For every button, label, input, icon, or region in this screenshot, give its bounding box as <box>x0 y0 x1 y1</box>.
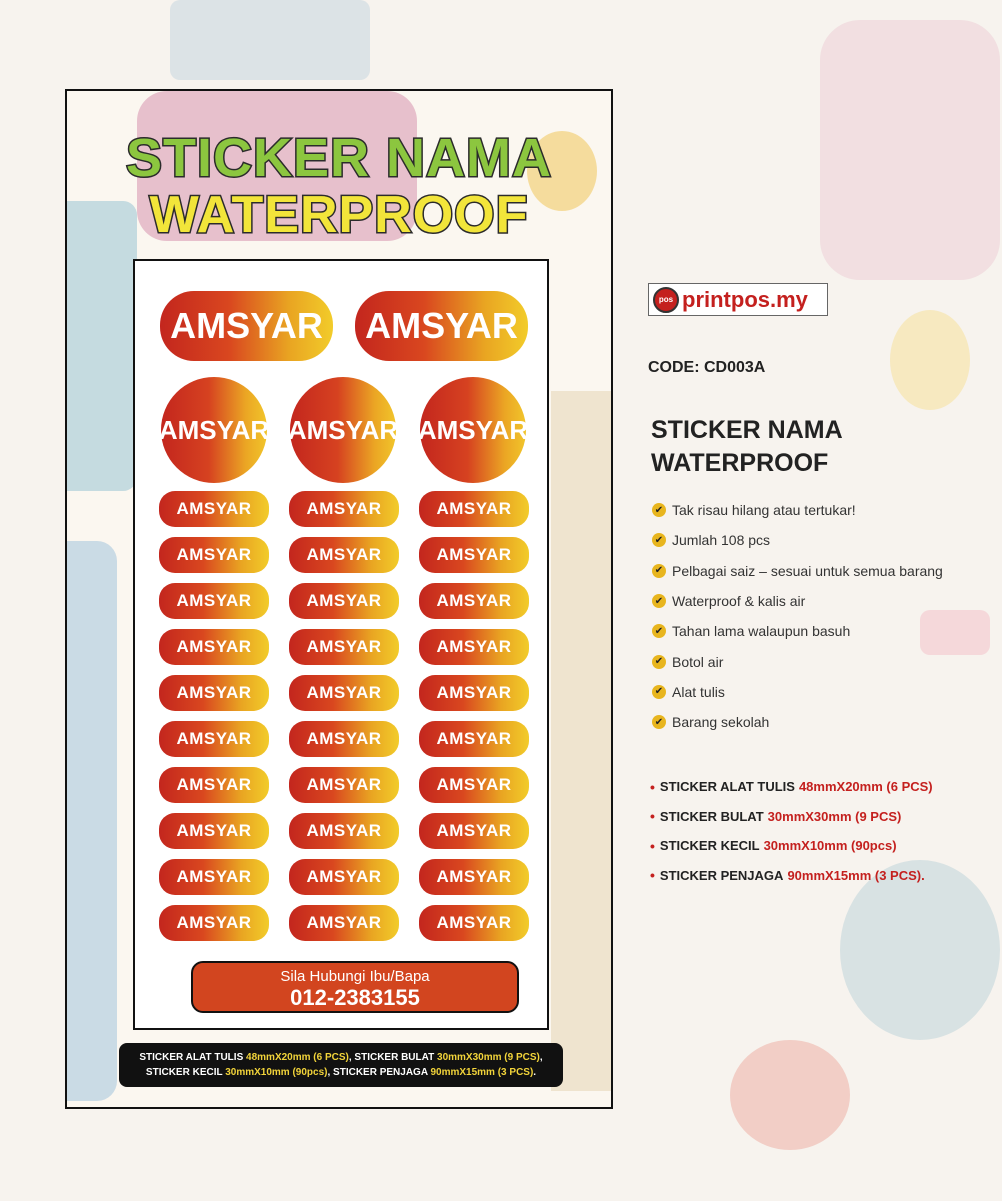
feature-text: Tahan lama walaupun basuh <box>672 623 851 640</box>
spec-size: 30mmX10mm (90pcs) <box>225 1067 328 1078</box>
product-card <box>65 89 613 1109</box>
name-sticker-small: AMSYAR <box>159 905 269 941</box>
name-sticker-small: AMSYAR <box>419 583 529 619</box>
spec-box <box>119 1043 563 1087</box>
size-label: STICKER KECIL <box>659 838 760 854</box>
feature-item <box>652 586 943 616</box>
size-label: STICKER PENJAGA <box>659 867 784 883</box>
spec-text: , STICKER PENJAGA <box>327 1067 431 1078</box>
name-sticker-small: AMSYAR <box>289 675 399 711</box>
name-sticker-small: AMSYAR <box>419 491 529 527</box>
size-value: 30mmX30mm (9 PCS) <box>767 808 902 824</box>
size-item <box>650 772 933 802</box>
name-sticker-small: AMSYAR <box>419 629 529 665</box>
apple-illustration <box>730 1040 850 1150</box>
name-sticker-small: AMSYAR <box>289 767 399 803</box>
size-value: 90mmX15mm (3 PCS). <box>787 867 925 883</box>
feature-item <box>652 495 943 525</box>
sticker-sheet <box>133 259 549 1030</box>
name-sticker-small: AMSYAR <box>289 491 399 527</box>
feature-item <box>652 707 943 737</box>
name-sticker-small: AMSYAR <box>419 537 529 573</box>
name-sticker-small: AMSYAR <box>419 721 529 757</box>
feature-list <box>652 495 943 737</box>
logo-badge: pos <box>653 287 679 313</box>
name-sticker-round: AMSYAR <box>161 377 267 483</box>
size-value: 48mmX20mm (6 PCS) <box>798 779 933 795</box>
name-sticker-small: AMSYAR <box>159 629 269 665</box>
watercolor-right <box>551 391 613 1091</box>
feature-text: Botol air <box>672 653 724 670</box>
check-icon: ✔ <box>652 624 666 638</box>
name-sticker-small: AMSYAR <box>289 537 399 573</box>
watercolor-splash <box>65 541 117 1101</box>
name-sticker-round: AMSYAR <box>420 377 526 483</box>
name-sticker-small: AMSYAR <box>289 721 399 757</box>
spec-size: 30mmX30mm (9 PCS) <box>437 1052 540 1063</box>
name-sticker-big: AMSYAR <box>160 291 333 361</box>
size-label: STICKER BULAT <box>659 808 764 824</box>
check-icon: ✔ <box>652 533 666 547</box>
size-list <box>650 772 933 890</box>
feature-text: Pelbagai saiz – sesuai untuk semua barang <box>672 562 943 579</box>
name-sticker-small: AMSYAR <box>289 859 399 895</box>
bullet-icon: • <box>650 867 655 884</box>
bullet-icon: • <box>650 808 655 825</box>
backpack-illustration <box>820 20 1000 280</box>
spec-text: , <box>539 1052 543 1063</box>
product-title <box>651 414 843 480</box>
lightbulb-illustration <box>890 310 970 410</box>
check-icon: ✔ <box>652 594 666 608</box>
size-item <box>650 802 933 832</box>
name-sticker-big: AMSYAR <box>355 291 528 361</box>
check-icon: ✔ <box>652 685 666 699</box>
check-icon: ✔ <box>652 503 666 517</box>
name-sticker-small: AMSYAR <box>419 675 529 711</box>
check-icon: ✔ <box>652 564 666 578</box>
feature-item <box>652 646 943 676</box>
name-sticker-small: AMSYAR <box>289 583 399 619</box>
product-title-line1: STICKER NAMA <box>651 416 843 444</box>
spec-text: . <box>533 1067 537 1078</box>
pencils-illustration <box>170 0 370 80</box>
product-title-line2: WATERPROOF <box>651 449 829 477</box>
feature-text: Tak risau hilang atau tertukar! <box>672 502 856 519</box>
feature-item <box>652 616 943 646</box>
name-sticker-small: AMSYAR <box>419 767 529 803</box>
spec-size: 48mmX20mm (6 PCS) <box>246 1052 349 1063</box>
size-value: 30mmX10mm (90pcs) <box>763 838 897 854</box>
name-sticker-small: AMSYAR <box>159 721 269 757</box>
name-sticker-small: AMSYAR <box>289 629 399 665</box>
feature-text: Waterproof & kalis air <box>672 593 806 610</box>
guardian-label: Sila Hubungi Ibu/Bapa <box>280 968 430 985</box>
spec-text: , STICKER BULAT <box>348 1052 438 1063</box>
size-item <box>650 861 933 891</box>
feature-item <box>652 556 943 586</box>
name-sticker-small: AMSYAR <box>419 905 529 941</box>
size-label: STICKER ALAT TULIS <box>659 779 795 795</box>
name-sticker-small: AMSYAR <box>159 537 269 573</box>
card-title-line2: WATERPROOF <box>149 186 529 244</box>
check-icon: ✔ <box>652 715 666 729</box>
name-sticker-small: AMSYAR <box>159 813 269 849</box>
watercolor-palette <box>65 201 137 491</box>
bullet-icon: • <box>650 778 655 795</box>
spec-text: STICKER ALAT TULIS <box>139 1052 247 1063</box>
feature-text: Jumlah 108 pcs <box>672 532 771 549</box>
name-sticker-small: AMSYAR <box>159 583 269 619</box>
name-sticker-small: AMSYAR <box>159 767 269 803</box>
spec-size: 90mmX15mm (3 PCS) <box>430 1067 534 1078</box>
guardian-sticker <box>191 961 519 1013</box>
spec-text: STICKER KECIL <box>145 1067 226 1078</box>
feature-item <box>652 677 943 707</box>
bullet-icon: • <box>650 837 655 854</box>
name-sticker-small: AMSYAR <box>419 859 529 895</box>
card-title <box>67 128 611 244</box>
name-sticker-round: AMSYAR <box>290 377 396 483</box>
name-sticker-small: AMSYAR <box>419 813 529 849</box>
size-item <box>650 831 933 861</box>
name-sticker-small: AMSYAR <box>159 491 269 527</box>
product-code: CODE: CD003A <box>648 359 766 376</box>
feature-item <box>652 525 943 555</box>
card-title-line1: STICKER NAMA <box>126 128 552 188</box>
name-sticker-small: AMSYAR <box>159 859 269 895</box>
name-sticker-small: AMSYAR <box>159 675 269 711</box>
name-sticker-small: AMSYAR <box>289 813 399 849</box>
name-sticker-small: AMSYAR <box>289 905 399 941</box>
feature-text: Barang sekolah <box>672 714 770 731</box>
logo-text: printpos.my <box>682 286 808 312</box>
check-icon: ✔ <box>652 655 666 669</box>
feature-text: Alat tulis <box>672 683 725 700</box>
guardian-phone: 012-2383155 <box>290 985 420 1010</box>
printpos-logo <box>648 283 828 316</box>
